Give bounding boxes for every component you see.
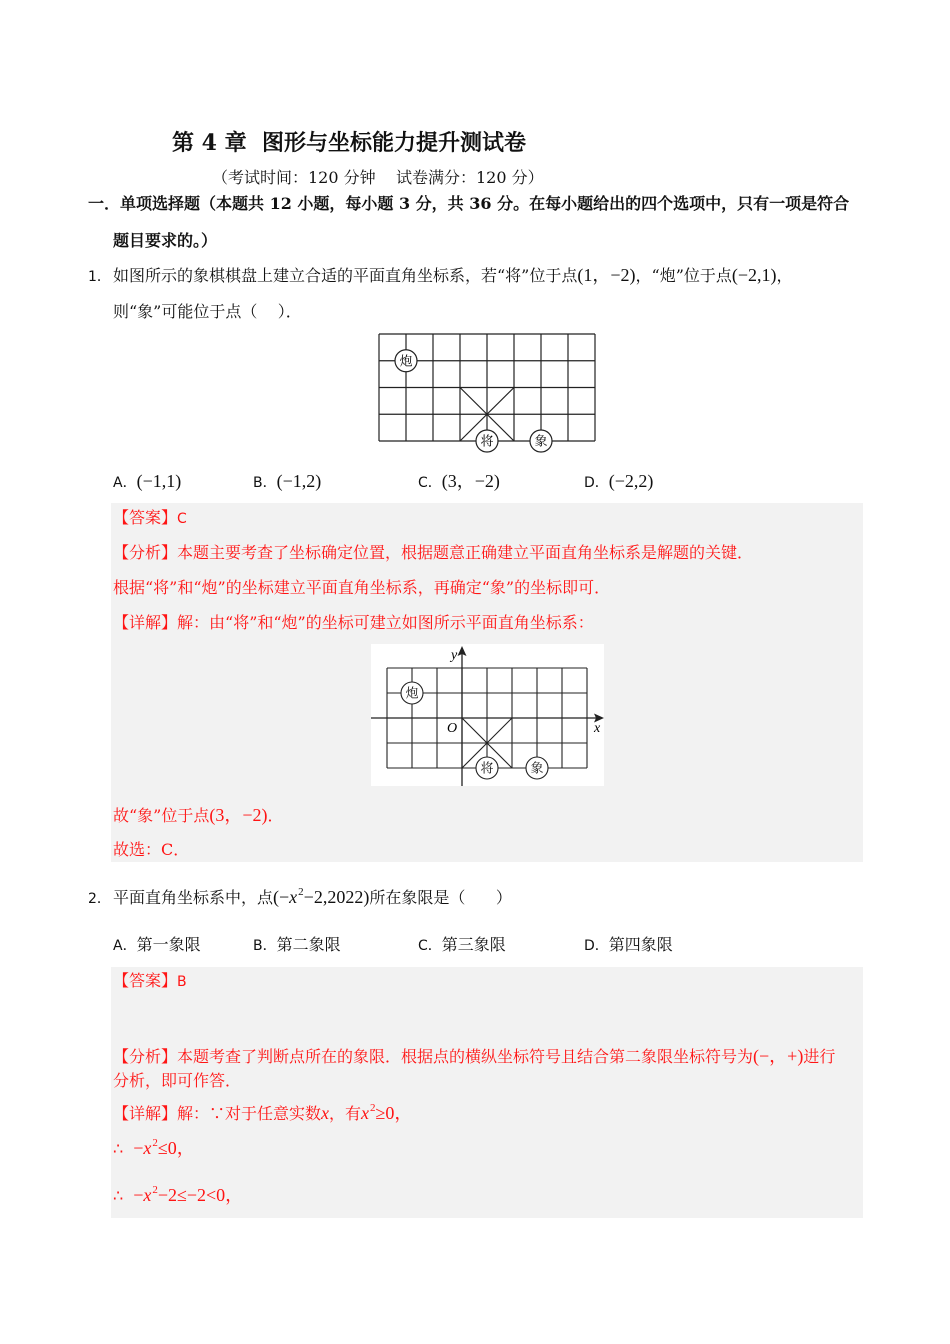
option-label: B． — [253, 938, 277, 954]
chess-board-figure — [376, 331, 600, 455]
piece-label-jiang: 将 — [480, 434, 494, 450]
analysis-text: 本题主要考查了坐标确定位置，根据题意正确建立平面直角坐标系是解题的关键． — [177, 543, 754, 562]
detail-text: 解：由“将”和“炮”的坐标可建立如图所示平面直角坐标系： — [177, 613, 594, 632]
option-value: (3，−2) — [441, 471, 500, 491]
piece-label-jiang: 将 — [480, 761, 494, 777]
detail-tag: 【详解】 — [113, 613, 178, 632]
option-label: C． — [418, 475, 442, 491]
option-label: C． — [418, 938, 442, 954]
q2-answer — [113, 971, 187, 992]
detail-var: x — [321, 1103, 330, 1123]
y-axis-label: y — [451, 648, 458, 663]
piece-pao — [401, 682, 423, 704]
answer-tag: 【答案】 — [113, 971, 178, 990]
option-value: (−1,1) — [136, 471, 182, 491]
q2-solution-box — [111, 967, 863, 1218]
piece-label-pao: 炮 — [405, 686, 419, 702]
option-label: B． — [253, 475, 277, 491]
q2-stem — [88, 887, 512, 910]
q1-analysis-line1 — [113, 543, 753, 563]
piece-xiang — [530, 430, 552, 452]
detail-var: x — [361, 1103, 370, 1123]
option-label: A． — [113, 938, 137, 954]
step-rest: −2≤−2<0， — [157, 1185, 244, 1205]
conclusion-text: ． — [267, 806, 284, 825]
analysis-sign: (−，+) — [753, 1046, 804, 1066]
answer-tag: 【答案】 — [113, 508, 178, 527]
q1-stem-line2: 则“象”可能位于点（ ）． — [113, 302, 302, 321]
piece-label-pao: 炮 — [399, 354, 413, 370]
q1-coord-pao: (−2,1) — [731, 265, 777, 285]
detail-exp: 2 — [370, 1102, 376, 1114]
q2-analysis-line2: 分析，即可作答． — [113, 1071, 242, 1090]
coordinate-board-figure — [371, 644, 604, 786]
analysis-tag: 【分析】 — [113, 543, 178, 562]
q2-point-open: (− — [273, 887, 290, 907]
q1-choice: 故选：C． — [113, 840, 190, 859]
step-exp: 2 — [152, 1184, 158, 1196]
q2-analysis-line1 — [113, 1046, 835, 1067]
option-value: 第一象限 — [136, 935, 201, 954]
q1-conclusion — [113, 805, 284, 826]
q1-answer — [113, 508, 187, 529]
option-label: D． — [584, 938, 609, 954]
q1-detail-line1 — [113, 613, 594, 633]
therefore-symbol: ∴ — [113, 1139, 124, 1158]
q1-stem-text: 如图所示的象棋棋盘上建立合适的平面直角坐标系，若“将”位于点 — [113, 266, 578, 285]
option-value: (−2,2) — [608, 471, 654, 491]
q1-option-a — [113, 471, 181, 493]
piece-label-xiang: 象 — [534, 434, 548, 450]
detail-text: ≥0， — [375, 1103, 413, 1123]
step-var: x — [143, 1138, 152, 1158]
q1-coord-jiang: (1，−2) — [577, 265, 636, 285]
q2-step-3 — [113, 1185, 243, 1208]
q1-stem-text: ， — [776, 266, 793, 285]
q1-option-c — [418, 471, 500, 493]
answer-value: C — [177, 511, 187, 527]
q2-point-rest: −2,2022) — [303, 887, 370, 907]
detail-text: 解：∵对于任意实数 — [177, 1104, 322, 1123]
option-value: (−1,2) — [276, 471, 322, 491]
answer-value: B — [177, 974, 187, 990]
page-title: 第 4 章 图形与坐标能力提升测试卷 — [172, 130, 526, 156]
q2-point-var: x — [289, 887, 298, 907]
q1-option-b — [253, 471, 321, 493]
q2-step-2 — [113, 1138, 195, 1161]
step-var: x — [143, 1185, 152, 1205]
q2-stem-text: 所在象限是（ ） — [369, 888, 512, 907]
therefore-symbol: ∴ — [113, 1186, 124, 1205]
board-grid — [379, 334, 595, 441]
question-number: 1． — [88, 269, 111, 285]
piece-jiang — [476, 757, 498, 779]
step-rest: ≤0， — [157, 1138, 195, 1158]
exam-info: （考试时间：120 分钟 试卷满分：120 分） — [212, 168, 544, 187]
section-heading: 一．单项选择题（本题共 12 小题，每小题 3 分，共 36 分。在每小题给出的四个选项中，只有一项是符合 — [88, 194, 850, 213]
option-value: 第三象限 — [441, 935, 506, 954]
option-label: D． — [584, 475, 609, 491]
question-number: 2． — [88, 891, 111, 907]
q1-stem-line1 — [88, 265, 793, 287]
conclusion-text: 故“象”位于点 — [113, 806, 210, 825]
step-sign: − — [133, 1185, 144, 1205]
analysis-text: 进行 — [803, 1047, 836, 1066]
option-value: 第四象限 — [608, 935, 673, 954]
q2-stem-text: 平面直角坐标系中，点 — [113, 888, 274, 907]
q1-stem-text: ，“炮”位于点 — [635, 266, 732, 285]
piece-label-xiang: 象 — [530, 761, 544, 777]
step-exp: 2 — [152, 1137, 158, 1149]
analysis-text: 本题考查了判断点所在的象限．根据点的横纵坐标符号且结合第二象限坐标符号为 — [177, 1047, 754, 1066]
piece-jiang — [476, 430, 498, 452]
x-axis-label: x — [594, 721, 601, 736]
q2-option-a — [113, 935, 201, 956]
q1-analysis-line2: 根据“将”和“炮”的坐标建立平面直角坐标系，再确定“象”的坐标即可． — [113, 578, 611, 597]
q2-option-b — [253, 935, 341, 956]
q2-point-exp: 2 — [298, 886, 304, 898]
section-heading-continued: 题目要求的。） — [113, 231, 218, 250]
option-value: 第二象限 — [276, 935, 341, 954]
q2-detail-line1 — [113, 1103, 412, 1126]
q2-option-c — [418, 935, 506, 956]
q1-option-d — [584, 471, 653, 493]
q1-solution-box — [111, 503, 863, 862]
analysis-tag: 【分析】 — [113, 1047, 178, 1066]
conclusion-coord: (3，−2) — [209, 805, 268, 825]
piece-pao — [395, 350, 417, 372]
piece-xiang — [526, 757, 548, 779]
origin-label: O — [447, 721, 458, 736]
detail-tag: 【详解】 — [113, 1104, 178, 1123]
q2-option-d — [584, 935, 673, 956]
step-sign: − — [133, 1138, 144, 1158]
detail-text: ，有 — [329, 1104, 362, 1123]
option-label: A． — [113, 475, 137, 491]
